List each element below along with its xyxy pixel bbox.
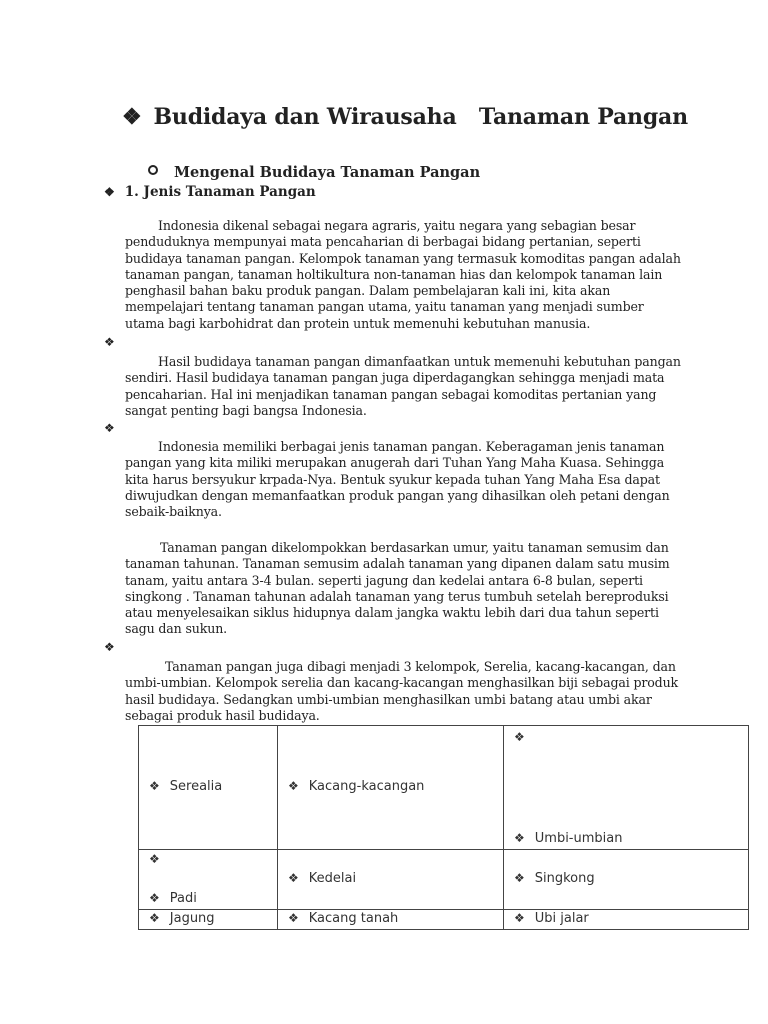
- table-cell-ubi-jalar: ❖ Ubi jalar: [514, 911, 589, 926]
- subtitle-text: Mengenal Budidaya Tanaman Pangan: [174, 164, 481, 181]
- table-cell-padi: ❖ Padi: [149, 891, 197, 906]
- section-heading-text: 1. Jenis Tanaman Pangan: [124, 184, 316, 200]
- diamond-bullet-icon: ❖: [288, 871, 299, 885]
- paragraph-3-text: Indonesia memiliki berbagai jenis tanaman pangan. Keberagaman jenis tanaman pangan yang kita miliki merupakan anugerah dari Tuhan Yang Maha Kuasa. Sehingga kita harus bersyukur krpada-Nya. Bentuk syukur kepada tuhan Yang Maha Esa dapat diwujudkan dengan memanfaatkan produk pangan yang dihasilkan oleh petani dengan sebaik-baiknya.: [125, 439, 670, 520]
- table-cell: [504, 726, 749, 850]
- table-header-kacang: ❖ Kacang-kacangan: [288, 779, 425, 794]
- diamond-bullet-icon: ❖: [288, 911, 299, 925]
- table-cell: [504, 910, 749, 930]
- section-heading: [104, 184, 316, 200]
- diamond-bullet-icon: ❖: [104, 421, 115, 435]
- diamond-bullet-icon: ❖: [514, 730, 525, 744]
- table-cell: [504, 850, 749, 910]
- paragraph-5-text: Tanaman pangan juga dibagi menjadi 3 kelompok, Serelia, kacang-kacangan, dan umbi-umbian. Kelompok serelia dan kacang-kacangan menghasilkan biji sebagai produk hasil budidaya. Sedangkan umbi-umbian menghasilkan umbi batang atau umbi akar sebagai produk hasil budidaya.: [125, 659, 679, 723]
- table-header-serealia: ❖ Serealia: [149, 779, 223, 794]
- table-header-umbi: ❖ Umbi-umbian: [514, 831, 623, 846]
- table-cell: [278, 910, 504, 930]
- diamond-bullet-icon: ❖: [104, 185, 115, 199]
- circle-bullet-icon: [148, 165, 158, 175]
- diamond-bullet-icon: ❖: [288, 779, 299, 793]
- diamond-bullet-icon: ❖: [122, 104, 142, 130]
- table-cell: [139, 726, 278, 850]
- table-cell: [139, 850, 278, 910]
- table-row: [139, 910, 749, 930]
- document-title: [122, 104, 688, 130]
- paragraph-4: [125, 540, 685, 638]
- paragraph-2: [125, 354, 685, 419]
- table-row: [139, 850, 749, 910]
- diamond-bullet-icon: ❖: [514, 871, 525, 885]
- subtitle: [148, 164, 480, 181]
- diamond-bullet-icon: ❖: [104, 335, 115, 349]
- table-cell-singkong: ❖ Singkong: [514, 871, 595, 886]
- diamond-bullet-icon: ❖: [149, 779, 160, 793]
- diamond-bullet-icon: ❖: [514, 911, 525, 925]
- paragraph-1: [125, 218, 685, 332]
- diamond-bullet-icon: ❖: [149, 891, 160, 905]
- table-header-row: [139, 726, 749, 850]
- paragraph-1-text: Indonesia dikenal sebagai negara agraris, yaitu negara yang sebagian besar penduduknya mempunyai mata pencaharian di berbagai bidang pertanian, seperti budidaya tanaman pangan. Kelompok tanaman yang termasuk komoditas pangan adalah tanaman pangan, tanaman holtikultura non-tanaman hias dan kelompok tanaman lain penghasil bahan baku produk pangan. Dalam pembelajaran kali ini, kita akan mempelajari tentang tanaman pangan utama, yaitu tanaman yang menjadi sumber utama bagi karbohidrat dan protein untuk memenuhi kebutuhan manusia.: [125, 218, 681, 331]
- document-title-text: Budidaya dan Wirausaha Tanaman Pangan: [153, 104, 688, 130]
- table-cell: [278, 850, 504, 910]
- diamond-bullet-icon: ❖: [149, 911, 160, 925]
- table-cell-kacang-tanah: ❖ Kacang tanah: [288, 911, 399, 926]
- table-cell: [139, 910, 278, 930]
- table-cell-jagung: ❖ Jagung: [149, 911, 215, 926]
- diamond-bullet-icon: ❖: [149, 852, 160, 866]
- diamond-bullet-icon: ❖: [104, 640, 115, 654]
- paragraph-2-text: Hasil budidaya tanaman pangan dimanfaatkan untuk memenuhi kebutuhan pangan sendiri. Hasil budidaya tanaman pangan juga diperdagangkan sehingga menjadi mata pencaharian. Hal ini menjadikan tanaman pangan sebagai komoditas pertanian yang sangat penting bagi bangsa Indonesia.: [125, 354, 681, 418]
- table-cell: [278, 726, 504, 850]
- paragraph-5: [125, 659, 685, 724]
- crop-table: [138, 725, 749, 930]
- paragraph-4-text: Tanaman pangan dikelompokkan berdasarkan umur, yaitu tanaman semusim dan tanaman tahunan. Tanaman semusim adalah tanaman yang dipanen dalam satu musim tanam, yaitu antara 3-4 bulan. seperti jagung dan kedelai antara 6-8 bulan, seperti singkong . Tanaman tahunan adalah tanaman yang terus tumbuh setelah bereproduksi atau menyelesaikan siklus hidupnya dalam jangka waktu lebih dari dua tahun seperti sagu dan sukun.: [125, 540, 670, 637]
- paragraph-3: [125, 439, 685, 520]
- table-cell-kedelai: ❖ Kedelai: [288, 871, 357, 886]
- diamond-bullet-icon: ❖: [514, 831, 525, 845]
